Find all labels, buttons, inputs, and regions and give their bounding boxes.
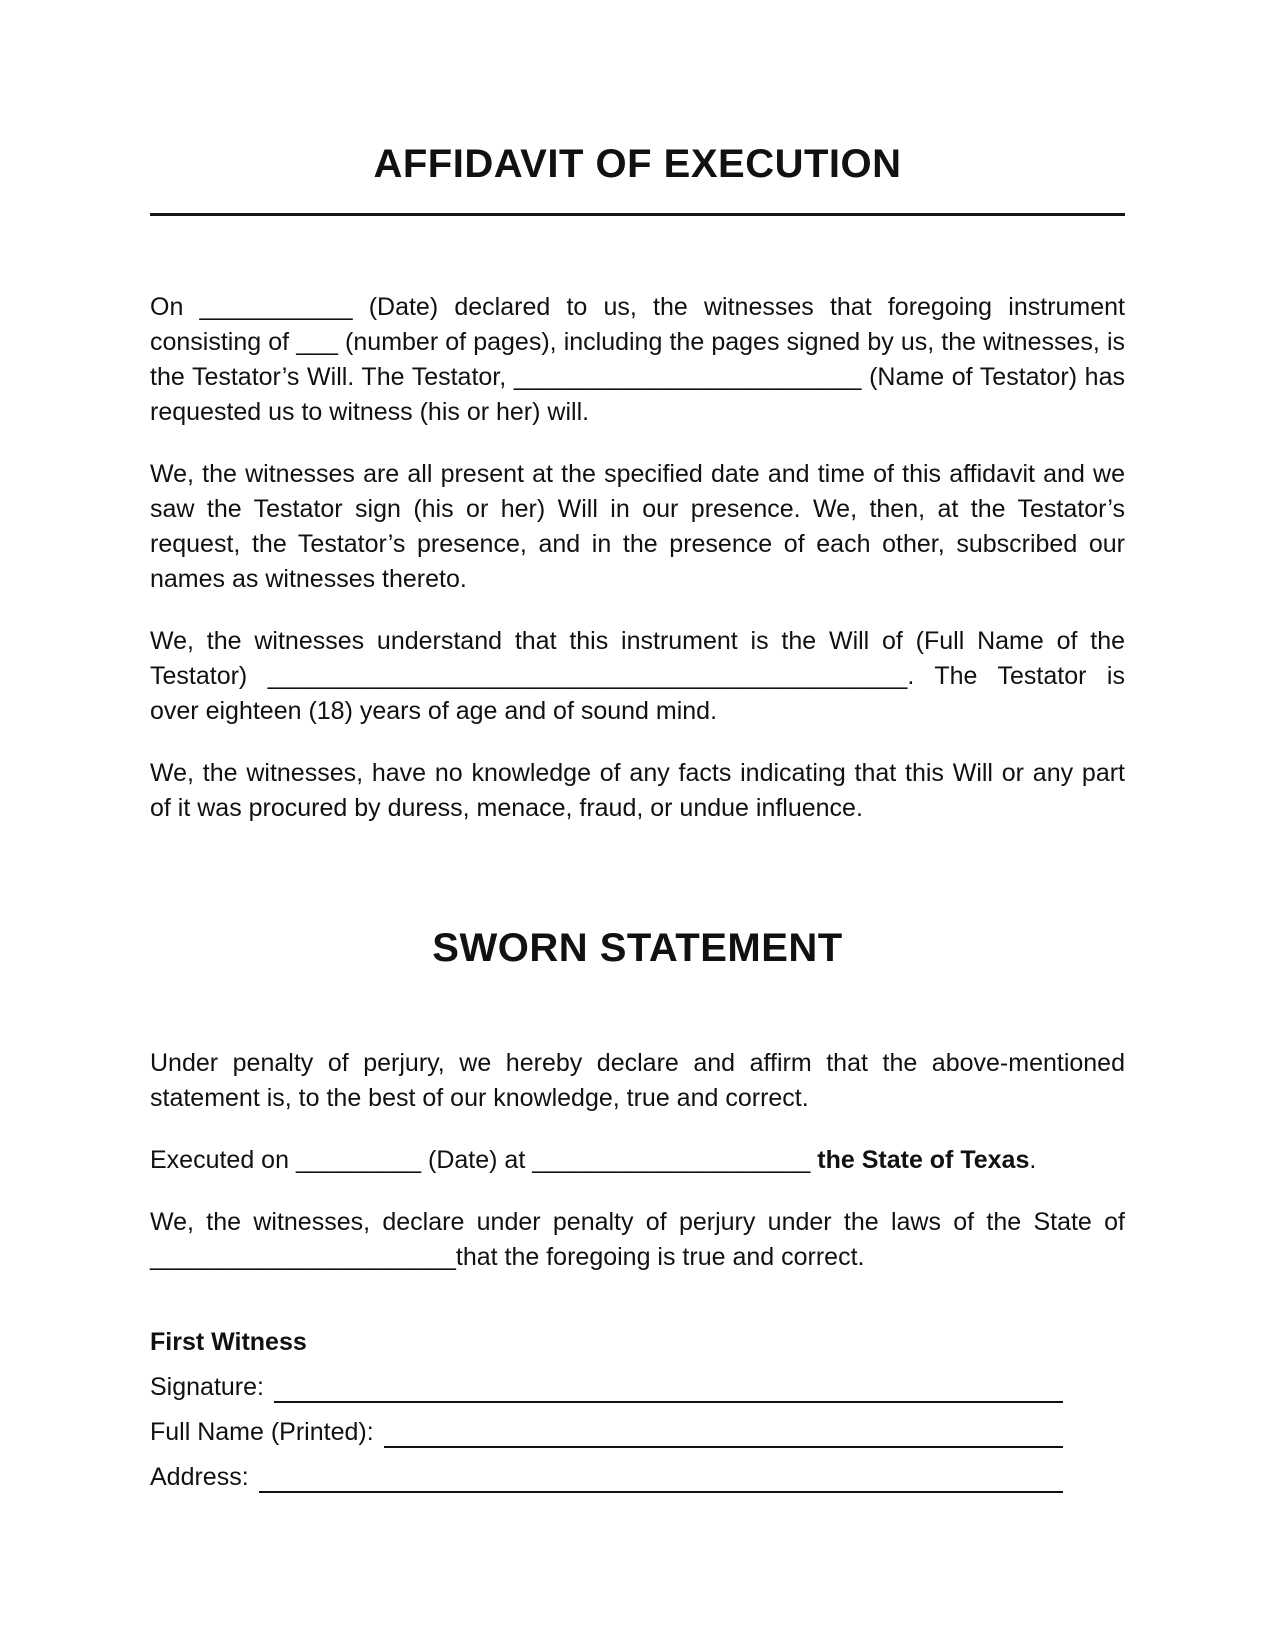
full-name-label: Full Name (Printed):: [150, 1418, 374, 1446]
text-run: .: [1029, 1146, 1037, 1174]
affidavit-paragraph-4: [150, 756, 1125, 826]
title-rule: [150, 213, 1125, 216]
text-run: We, the witnesses are all present at the specified date and time of this affidavit and we saw the Testator sign (his or her) Will in our presence. We, then, at the Testator’s request, the Testator’s presence, and in the presence of each other, subscribed our names as witnesses thereto.: [150, 460, 1125, 593]
text-run: . The Testator is over eighteen (18) years of age and of sound mind.: [150, 662, 1125, 725]
full-name-row: [150, 1415, 1125, 1450]
fill-in-blank[interactable]: ____________________: [532, 1146, 811, 1174]
signature-line[interactable]: [274, 1370, 1063, 1403]
first-witness-heading: First Witness: [150, 1328, 307, 1356]
sworn-statement-heading: SWORN STATEMENT: [432, 926, 843, 970]
full-name-line[interactable]: [384, 1415, 1063, 1448]
fill-in-blank[interactable]: ___________: [199, 293, 353, 321]
signature-label: Signature:: [150, 1373, 264, 1401]
text-run: (Name of Testator) has requested us to witness (his or her) will.: [150, 363, 1125, 426]
text-run: (Date) at: [421, 1146, 533, 1174]
text-run: On: [150, 293, 200, 321]
document-body: [150, 290, 1125, 1495]
fill-in-blank[interactable]: _________: [295, 1146, 422, 1174]
sworn-paragraph-1: [150, 1046, 1125, 1116]
affidavit-paragraph-2: [150, 457, 1125, 597]
text-run: that the foregoing is true and correct.: [455, 1243, 865, 1271]
fill-in-blank[interactable]: ______________________________________________: [267, 662, 908, 690]
executed-on-line: [150, 1143, 1125, 1178]
text-run: Under penalty of perjury, we hereby declare and affirm that the above-mentioned statement is, to the best of our knowledge, true and correct.: [150, 1049, 1125, 1112]
affidavit-paragraph-1: [150, 290, 1125, 430]
text-run: We, the witnesses understand that this instrument is the Will of (Full Name of the Testator): [150, 627, 1125, 690]
text-run: (number of pages), including the pages signed by us, the witnesses, is the Testator’s Will. The Testator,: [150, 328, 1125, 391]
address-row: [150, 1460, 1125, 1495]
address-line[interactable]: [259, 1460, 1063, 1493]
signature-row: [150, 1370, 1125, 1405]
sworn-paragraph-2: [150, 1205, 1125, 1275]
text-run: We, the witnesses, declare under penalty of perjury under the laws of the State of: [150, 1208, 1125, 1236]
first-witness-block: [150, 1325, 1125, 1495]
address-label: Address:: [150, 1463, 249, 1491]
fill-in-blank[interactable]: ___: [296, 328, 338, 356]
text-run: the State of Texas: [817, 1146, 1030, 1174]
fill-in-blank[interactable]: ______________________: [150, 1243, 456, 1271]
text-run: (Date) declared to us, the witnesses that foregoing instrument consisting of: [150, 293, 1125, 356]
text-run: Executed on: [150, 1146, 296, 1174]
affidavit-paragraph-3: [150, 624, 1125, 729]
text-run: We, the witnesses, have no knowledge of any facts indicating that this Will or any part of it was procured by duress, menace, fraud, or undue influence.: [150, 759, 1125, 822]
fill-in-blank[interactable]: _________________________: [513, 363, 862, 391]
document-title: AFFIDAVIT OF EXECUTION: [373, 142, 902, 186]
